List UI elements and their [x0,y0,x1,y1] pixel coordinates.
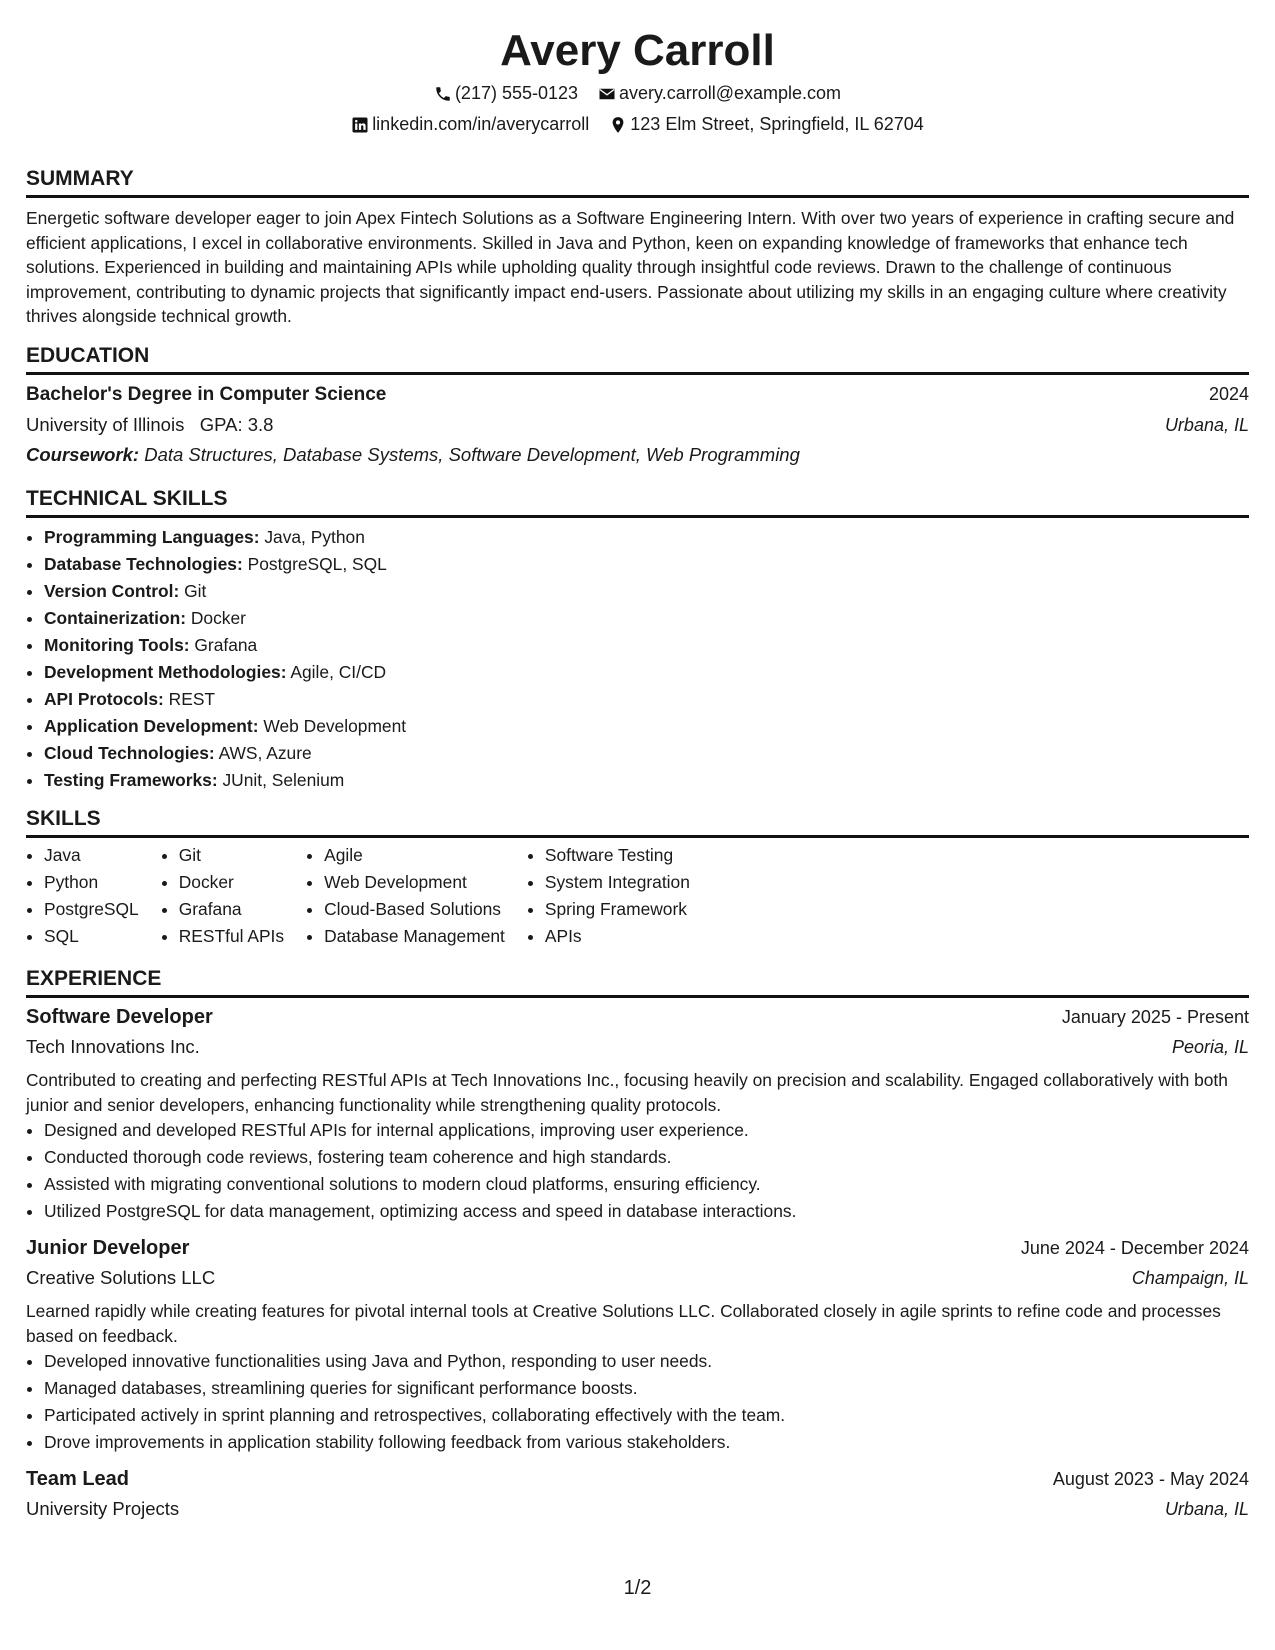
company-name: Creative Solutions LLC [26,1267,216,1289]
job-entry [26,1002,1249,1225]
summary-section [26,166,1249,329]
job-entry [26,1233,1249,1456]
job-bullet: • Utilized PostgreSQL for data management, optimizing access and speed in database interactions. [44,1198,1249,1225]
skill-category-value: Java, Python [264,526,365,547]
skill-category-label: Containerization: [44,607,187,628]
coursework-list: Data Structures, Database Systems, Software Development, Web Programming [144,443,800,465]
technical-skill-item [44,524,1249,551]
job-dates: June 2024 - December 2024 [1020,1238,1249,1259]
skill-item: • Web Development [324,869,505,896]
technical-skill-item [44,740,1249,767]
contact-phone [434,78,578,109]
skill-item: • Docker [179,869,284,896]
skill-item: • APIs [545,923,690,950]
technical-skill-item [44,713,1249,740]
skill-category-value: Docker [190,607,246,628]
technical-skills-list [26,524,1249,794]
contact-line-1 [26,78,1249,109]
skill-item: • Agile [324,842,505,869]
page-number: 1/2 [623,1577,652,1599]
technical-skill-item [44,686,1249,713]
linkedin-link[interactable]: linkedin.com/in/averycarroll [372,114,590,134]
skill-category-label: Version Control: [44,580,180,601]
graduation-year: 2024 [1208,383,1249,404]
section-title-experience: EXPERIENCE [26,966,1249,998]
skill-category-value: Grafana [194,634,258,655]
skill-category-label: Application Development: [44,715,259,736]
skill-item: • Cloud-Based Solutions [324,896,505,923]
resume-page [26,20,1249,1524]
job-entry [26,1464,1249,1524]
job-location: Urbana, IL [1164,1499,1249,1520]
job-bullet: • Conducted thorough code reviews, fostering team coherence and high standards. [44,1144,1249,1171]
coursework-line [26,440,1249,470]
skill-category-label: API Protocols: [44,688,164,709]
job-location: Peoria, IL [1171,1036,1249,1057]
skills-column [527,842,690,950]
contact-line-2 [26,109,1249,140]
job-bullet: • Drove improvements in application stability following feedback from various stakeholders. [44,1429,1249,1456]
section-title-skills: SKILLS [26,806,1249,838]
technical-skill-item [44,767,1249,794]
skills-column [161,842,284,950]
experience-list [26,1002,1249,1524]
skill-category-label: Development Methodologies: [44,661,287,682]
school-name: University of Illinois [26,413,185,435]
degree-title: Bachelor's Degree in Computer Science [26,383,387,405]
skill-item: • Git [179,842,284,869]
skill-item: • SQL [44,923,139,950]
school-location: Urbana, IL [1164,414,1249,435]
skills-grid [26,842,1249,950]
job-company-row [26,1263,1249,1293]
technical-skill-item [44,578,1249,605]
job-header-row [26,1233,1249,1263]
job-bullet: • Managed databases, streamlining queries for significant performance boosts. [44,1375,1249,1402]
skill-category-label: Monitoring Tools: [44,634,190,655]
job-bullets [26,1117,1249,1225]
skill-category-value: PostgreSQL, SQL [247,553,387,574]
address-text: 123 Elm Street, Springfield, IL 62704 [630,114,924,134]
contact-linkedin[interactable] [351,109,589,140]
skill-item: • PostgreSQL [44,896,139,923]
skill-item: • RESTful APIs [179,923,284,950]
school-info [26,410,273,440]
experience-section [26,966,1249,1524]
job-bullet: • Assisted with migrating conventional solutions to modern cloud platforms, ensuring efficiency. [44,1171,1249,1198]
skills-column [306,842,505,950]
phone-icon [434,85,452,103]
job-bullets [26,1348,1249,1456]
job-company-row [26,1032,1249,1062]
map-pin-icon [609,116,627,134]
education-school-row [26,410,1249,440]
job-dates: January 2025 - Present [1061,1006,1249,1027]
job-company-row [26,1494,1249,1524]
skills-section [26,806,1249,950]
job-header-row [26,1002,1249,1032]
envelope-icon [598,85,616,103]
gpa: GPA: 3.8 [199,413,274,435]
technical-skill-item [44,605,1249,632]
section-title-education: EDUCATION [26,343,1249,375]
candidate-name: Avery Carroll [500,26,775,75]
job-dates: August 2023 - May 2024 [1052,1469,1249,1490]
job-bullet: • Participated actively in sprint planning and retrospectives, collaborating effectively with the team. [44,1402,1249,1429]
job-bullet: • Developed innovative functionalities using Java and Python, responding to user needs. [44,1348,1249,1375]
job-header-row [26,1464,1249,1494]
skill-item: • Python [44,869,139,896]
linkedin-icon [351,116,369,134]
skill-category-value: AWS, Azure [218,742,312,763]
summary-text: Energetic software developer eager to join Apex Fintech Solutions as a Software Engineering Intern. With over two years of experience in crafting secure and efficient applications, I excel in collaborative environments. Skilled in Java and Python, keen on expanding knowledge of frameworks that enhance tech solutions. Experienced in building and maintaining APIs while upholding quality through insightful code reviews. Drawn to the challenge of continuous improvement, contributing to dynamic projects that significantly impact end-users. Passionate about utilizing my skills in an engaging culture where creativity thrives alongside technical growth. [26,208,1235,327]
coursework-label: Coursework: [26,443,140,465]
skill-category-value: JUnit, Selenium [222,769,345,790]
skill-category-value: Git [184,580,207,601]
education-header-row [26,379,1249,410]
skills-column [26,842,139,950]
skill-item: • Software Testing [545,842,690,869]
technical-skill-item [44,551,1249,578]
job-location: Champaign, IL [1131,1268,1249,1289]
company-name: Tech Innovations Inc. [26,1035,200,1057]
technical-skills-section [26,486,1249,794]
job-summary: Contributed to creating and perfecting RESTful APIs at Tech Innovations Inc., focusing heavily on precision and scalability. Engaged collaboratively with both junior and senior developers, enhancing functionality while strengthening quality protocols. [26,1069,1228,1115]
job-title: Junior Developer [26,1237,190,1260]
contact-email[interactable] [598,78,841,109]
skill-item: • Grafana [179,896,284,923]
job-title: Team Lead [26,1468,129,1491]
skill-category-label: Programming Languages: [44,526,260,547]
skill-item: • Spring Framework [545,896,690,923]
email-link[interactable]: avery.carroll@example.com [619,83,842,103]
skill-category-value: Web Development [263,715,407,736]
section-title-technical-skills: TECHNICAL SKILLS [26,486,1249,518]
technical-skill-item [44,632,1249,659]
skill-item: • System Integration [545,869,690,896]
skill-category-value: REST [168,688,216,709]
job-summary: Learned rapidly while creating features for pivotal internal tools at Creative Solutions LLC. Collaborated closely in agile sprints to refine code and processes based on feedback. [26,1301,1221,1346]
phone-text: (217) 555-0123 [454,83,579,103]
skill-category-label: Database Technologies: [44,553,243,574]
skill-item: • Java [44,842,139,869]
skill-category-label: Testing Frameworks: [44,769,218,790]
section-title-summary: SUMMARY [26,166,1249,198]
skill-category-label: Cloud Technologies: [44,742,215,763]
technical-skill-item [44,659,1249,686]
company-name: University Projects [26,1498,180,1520]
skill-category-value: Agile, CI/CD [290,661,387,682]
contact-address [609,109,924,140]
education-section [26,343,1249,470]
job-title: Software Developer [26,1005,213,1028]
job-bullet: • Designed and developed RESTful APIs for internal applications, improving user experience. [44,1117,1249,1144]
skill-item: • Database Management [324,923,505,950]
